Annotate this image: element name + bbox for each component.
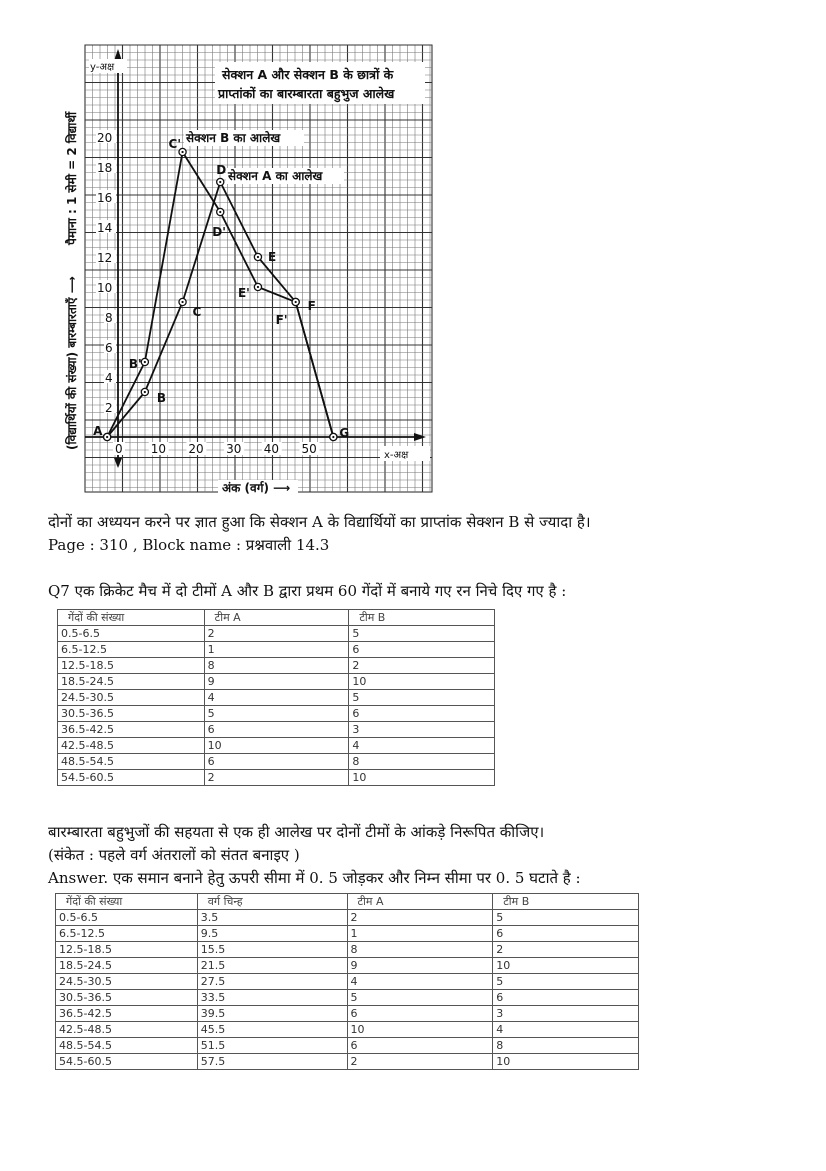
table-cell: 10: [493, 1054, 639, 1070]
table-cell: 9.5: [197, 926, 347, 942]
hint-text: (संकेत : पहले वर्ग अंतरालों को संतत बनाइए ): [48, 846, 300, 864]
table-cell: 42.5-48.5: [58, 738, 205, 754]
y-tick-label: 8: [105, 311, 113, 325]
table-row: [58, 626, 495, 642]
table-cell: 2: [347, 910, 493, 926]
table-cell: 2: [347, 1054, 493, 1070]
class-mark-table: [55, 893, 639, 1070]
table-row: [58, 674, 495, 690]
table-row: [56, 958, 639, 974]
table-cell: 48.5-54.5: [56, 1038, 198, 1054]
table-cell: 6: [347, 1006, 493, 1022]
data-point-center: [144, 391, 146, 393]
header-team-b: टीम B: [493, 894, 639, 910]
table-cell: 2: [204, 770, 349, 786]
table-cell: 9: [204, 674, 349, 690]
table-cell: 30.5-36.5: [56, 990, 198, 1006]
x-axis-name: x-अक्ष: [384, 450, 409, 461]
y-tick-label: 4: [105, 371, 113, 385]
table-cell: 6: [347, 1038, 493, 1054]
y-tick-label: 10: [97, 281, 113, 295]
point-label: E': [237, 286, 250, 300]
y-axis-name: y-अक्ष: [90, 62, 115, 73]
frequency-polygon-chart: [50, 40, 442, 496]
table-cell: 8: [493, 1038, 639, 1054]
point-label: G: [339, 426, 350, 440]
data-point-center: [332, 436, 334, 438]
y-tick-label: 6: [105, 341, 113, 355]
table-cell: 54.5-60.5: [58, 770, 205, 786]
data-point-center: [257, 256, 259, 258]
point-label: A: [93, 424, 103, 438]
table-cell: 15.5: [197, 942, 347, 958]
point-label: D': [212, 225, 226, 239]
table-header-row: [58, 610, 495, 626]
x-tick-label: 0: [115, 442, 123, 456]
x-tick-label: 10: [150, 442, 166, 456]
table-row: [58, 690, 495, 706]
table-cell: 42.5-48.5: [56, 1022, 198, 1038]
table-cell: 18.5-24.5: [58, 674, 205, 690]
table-row: [58, 706, 495, 722]
legend-section-b: सेक्शन B का आलेख: [186, 131, 281, 145]
y-tick-label: 14: [97, 221, 113, 235]
table-cell: 1: [204, 642, 349, 658]
table-row: [58, 770, 495, 786]
point-label: F: [307, 299, 316, 313]
table-cell: 10: [347, 1022, 493, 1038]
point-label: E: [267, 250, 277, 264]
table-row: [58, 738, 495, 754]
table-cell: 8: [204, 658, 349, 674]
y-tick-label: 20: [97, 131, 113, 145]
table-cell: 0.5-6.5: [56, 910, 198, 926]
page-reference: Page : 310 , Block name : प्रश्नवाली 14.3: [48, 536, 330, 554]
table-cell: 39.5: [197, 1006, 347, 1022]
header-class-mark: वर्ग चिन्ह: [197, 894, 347, 910]
table-row: [56, 1054, 639, 1070]
point-label: C: [192, 305, 202, 319]
table-cell: 54.5-60.5: [56, 1054, 198, 1070]
table-cell: 24.5-30.5: [58, 690, 205, 706]
table-cell: 6: [204, 722, 349, 738]
table-row: [56, 990, 639, 1006]
table-cell: 57.5: [197, 1054, 347, 1070]
table-cell: 36.5-42.5: [56, 1006, 198, 1022]
table-cell: 51.5: [197, 1038, 347, 1054]
table-cell: 8: [349, 754, 495, 770]
table-cell: 45.5: [197, 1022, 347, 1038]
table-row: [56, 926, 639, 942]
table-cell: 6: [349, 642, 495, 658]
data-point-center: [295, 301, 297, 303]
x-tick-label: 50: [301, 442, 317, 456]
table-row: [56, 910, 639, 926]
table-row: [56, 1022, 639, 1038]
table-cell: 24.5-30.5: [56, 974, 198, 990]
point-label: B': [128, 357, 142, 371]
table-row: [56, 1006, 639, 1022]
y-tick-label: 18: [97, 161, 113, 175]
table-cell: 6.5-12.5: [56, 926, 198, 942]
table-cell: 21.5: [197, 958, 347, 974]
table-cell: 5: [349, 626, 495, 642]
table-cell: 2: [493, 942, 639, 958]
table-cell: 3: [493, 1006, 639, 1022]
point-label: D: [216, 163, 227, 177]
data-point-center: [257, 286, 259, 288]
header-team-b: टीम B: [349, 610, 495, 626]
chart-title-line-2: प्राप्तांकों का बारम्बारता बहुभुज आलेख: [218, 86, 395, 101]
table-cell: 6: [493, 990, 639, 1006]
table-cell: 8: [347, 942, 493, 958]
table-cell: 9: [347, 958, 493, 974]
table-cell: 4: [349, 738, 495, 754]
data-point-center: [181, 301, 183, 303]
table-row: [58, 722, 495, 738]
table-cell: 2: [204, 626, 349, 642]
table-cell: 3: [349, 722, 495, 738]
data-point-center: [106, 436, 108, 438]
data-point-center: [144, 361, 146, 363]
table-row: [56, 1038, 639, 1054]
table-cell: 2: [349, 658, 495, 674]
table-row: [56, 942, 639, 958]
table-cell: 36.5-42.5: [58, 722, 205, 738]
point-label: C': [168, 137, 182, 151]
table-cell: 1: [347, 926, 493, 942]
data-point-center: [219, 211, 221, 213]
scale-note: पैमाना : 1 सेमी = 2 विद्यार्थी: [65, 111, 79, 245]
table-cell: 12.5-18.5: [58, 658, 205, 674]
header-team-a: टीम A: [204, 610, 349, 626]
x-tick-label: 30: [226, 442, 242, 456]
header-balls: गेंदों की संख्या: [58, 610, 205, 626]
table-cell: 48.5-54.5: [58, 754, 205, 770]
y-tick-label: 12: [97, 251, 113, 265]
table-row: [58, 642, 495, 658]
data-point-center: [219, 181, 221, 183]
table-cell: 12.5-18.5: [56, 942, 198, 958]
table-cell: 6: [493, 926, 639, 942]
data-point-center: [181, 151, 183, 153]
x-tick-label: 40: [263, 442, 280, 456]
table-cell: 10: [493, 958, 639, 974]
table-cell: 27.5: [197, 974, 347, 990]
header-team-a: टीम A: [347, 894, 493, 910]
header-balls: गेंदों की संख्या: [56, 894, 198, 910]
table-cell: 4: [347, 974, 493, 990]
table-cell: 6: [204, 754, 349, 770]
table-cell: 10: [349, 674, 495, 690]
table-cell: 4: [493, 1022, 639, 1038]
runs-table: [57, 609, 495, 786]
answer-text: Answer. एक समान बनाने हेतु ऊपरी सीमा में 0. 5 जोड़कर और निम्न सीमा पर 0. 5 घटाते है :: [48, 869, 581, 887]
table-cell: 30.5-36.5: [58, 706, 205, 722]
grid-border: [85, 45, 432, 492]
table-cell: 5: [204, 706, 349, 722]
legend-section-a: सेक्शन A का आलेख: [228, 169, 323, 183]
table-cell: 3.5: [197, 910, 347, 926]
table-row: [58, 754, 495, 770]
table-cell: 10: [349, 770, 495, 786]
table-row: [58, 658, 495, 674]
table-header-row: [56, 894, 639, 910]
table-cell: 18.5-24.5: [56, 958, 198, 974]
chart-grid: [85, 45, 432, 492]
y-tick-label: 16: [97, 191, 113, 205]
point-label: B: [156, 391, 167, 405]
instruction-text: बारम्बारता बहुभुजों की सहयता से एक ही आलेख पर दोनों टीमों के आंकड़े निरूपित कीजिए।: [48, 823, 545, 841]
table-cell: 4: [204, 690, 349, 706]
table-cell: 5: [493, 974, 639, 990]
question-text: Q7 एक क्रिकेट मैच में दो टीमों A और B द्वारा प्रथम 60 गेंदों में बनाये गए रन निचे दिए गए है :: [48, 582, 567, 600]
table-cell: 6: [349, 706, 495, 722]
x-axis-label: अंक (वर्ग) ⟶: [222, 481, 291, 495]
table-cell: 5: [349, 690, 495, 706]
conclusion-text: दोनों का अध्ययन करने पर ज्ञात हुआ कि सेक्शन A के विद्यार्थियों का प्राप्तांक सेक्शन B से ज्यादा है।: [48, 513, 591, 531]
y-tick-label: 2: [105, 401, 113, 415]
table-row: [56, 974, 639, 990]
table-cell: 10: [204, 738, 349, 754]
table-cell: 5: [347, 990, 493, 1006]
x-tick-label: 20: [188, 442, 204, 456]
point-label: F': [275, 313, 288, 327]
chart-title-line-1: सेक्शन A और सेक्शन B के छात्रों के: [222, 67, 394, 82]
y-axis-label: (विद्यार्थियों की संख्या) बारम्बारताएँ ⟶: [65, 276, 79, 450]
table-cell: 0.5-6.5: [58, 626, 205, 642]
table-cell: 5: [493, 910, 639, 926]
table-cell: 33.5: [197, 990, 347, 1006]
table-cell: 6.5-12.5: [58, 642, 205, 658]
